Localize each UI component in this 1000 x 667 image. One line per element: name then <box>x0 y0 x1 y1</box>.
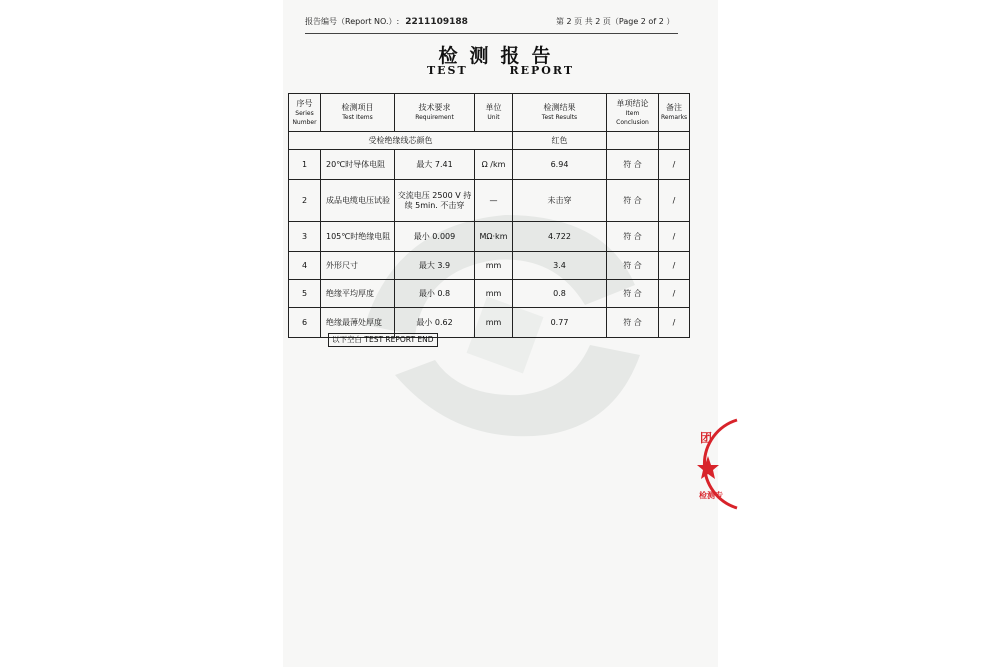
color-row-value: 红色 <box>513 132 607 150</box>
report-number-value: 2211109188 <box>405 17 468 27</box>
report-number <box>305 16 468 27</box>
table-row: 1 20℃时导体电阻 最大 7.41 Ω /km 6.94 符 合 / <box>289 150 690 180</box>
page-info: 第 2 页 共 2 页（Page 2 of 2 ） <box>556 17 675 26</box>
title-english: TEST REPORT <box>426 64 575 77</box>
header-cell: 检测结果 Test Results <box>513 94 607 132</box>
test-results-table <box>288 93 690 338</box>
header-cell: 检测项目 Test Items <box>321 94 395 132</box>
table-row: 3 105℃时绝缘电阻 最小 0.009 MΩ·km 4.722 符 合 / <box>289 222 690 252</box>
header-cell: 单项结论 Item Conclusion <box>607 94 659 132</box>
table-header-row <box>289 94 690 132</box>
official-seal-stamp <box>697 418 723 510</box>
header-cell: 序号 Series Number <box>289 94 321 132</box>
header-cell: 备注 Remarks <box>659 94 690 132</box>
title-chinese: 检测报告 <box>438 45 563 67</box>
header-cell: 单位 Unit <box>475 94 513 132</box>
table-row: 6 绝缘最薄处厚度 最小 0.62 mm 0.77 符 合 / <box>289 308 690 338</box>
color-row <box>289 132 690 150</box>
svg-text:检测专: 检测专 <box>699 491 723 500</box>
header-cell: 技术要求 Requirement <box>395 94 475 132</box>
table-row: 5 绝缘平均厚度 最小 0.8 mm 0.8 符 合 / <box>289 280 690 308</box>
table-row: 2 成品电缆电压试验 交流电压 2500 V 持续 5min. 不击穿 — 未击穿 符 合 / <box>289 180 690 222</box>
report-number-label: 报告编号（Report NO.）: <box>305 17 400 26</box>
end-of-report-note: 以下空白 TEST REPORT END <box>328 333 438 347</box>
table-row: 4 外形尺寸 最大 3.9 mm 3.4 符 合 / <box>289 252 690 280</box>
svg-text:团: 团 <box>700 431 713 445</box>
header-divider <box>305 33 678 34</box>
color-row-label: 受检绝缘线芯颜色 <box>289 132 513 150</box>
